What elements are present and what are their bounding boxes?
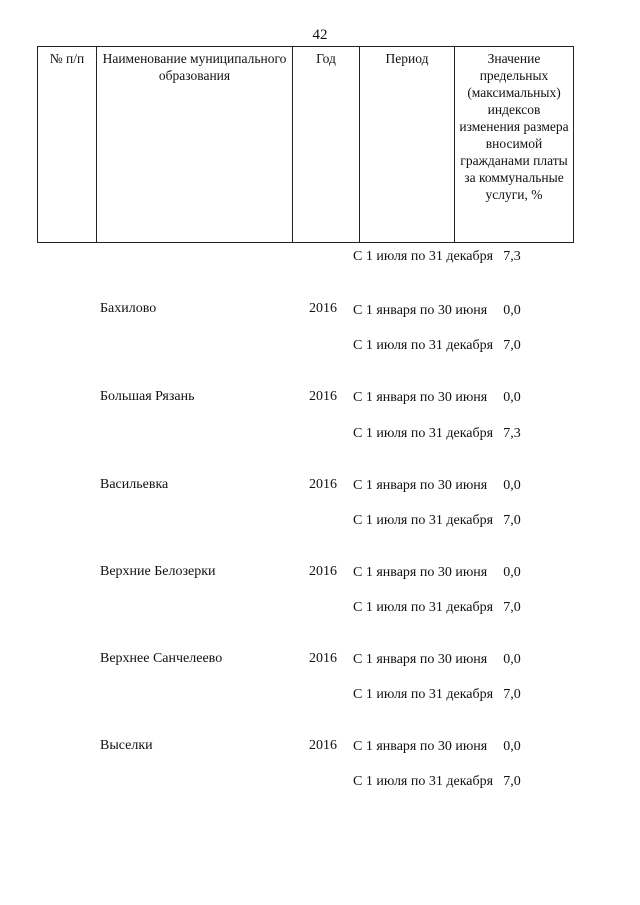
header-municipality: Наименование муниципального образования	[97, 47, 293, 243]
year-cell: 2016	[309, 389, 337, 404]
year-cell: 2016	[309, 301, 337, 316]
municipality-name: Васильевка	[100, 477, 169, 492]
municipality-name: Верхние Белозерки	[100, 564, 216, 579]
year-cell: 2016	[309, 651, 337, 666]
value-cell: 0,0	[503, 739, 521, 754]
period-cell: С 1 января по 30 июня	[353, 478, 488, 493]
period-cell: С 1 января по 30 июня	[353, 303, 488, 318]
period-cell: С 1 июля по 31 декабря	[353, 513, 494, 528]
value-cell: 0,0	[503, 478, 521, 493]
header-year: Год	[293, 47, 360, 243]
period-cell: С 1 июля по 31 декабря	[353, 687, 494, 702]
value-cell: 7,3	[503, 249, 521, 264]
period-cell: С 1 июля по 31 декабря	[353, 338, 494, 353]
value-cell: 7,0	[503, 513, 521, 528]
municipality-name: Верхнее Санчелеево	[100, 651, 223, 666]
period-cell: С 1 июля по 31 декабря	[353, 774, 494, 789]
municipality-name: Большая Рязань	[100, 389, 195, 404]
value-cell: 7,0	[503, 774, 521, 789]
year-cell: 2016	[309, 477, 337, 492]
year-cell: 2016	[309, 564, 337, 579]
value-cell: 7,3	[503, 426, 521, 441]
municipality-name: Бахилово	[100, 301, 157, 316]
period-cell: С 1 января по 30 июня	[353, 652, 488, 667]
value-cell: 0,0	[503, 303, 521, 318]
value-cell: 0,0	[503, 652, 521, 667]
period-cell: С 1 июля по 31 декабря	[353, 600, 494, 615]
period-cell: С 1 июля по 31 декабря	[353, 249, 494, 264]
value-cell: 7,0	[503, 338, 521, 353]
year-cell: 2016	[309, 738, 337, 753]
value-cell: 0,0	[503, 390, 521, 405]
municipality-name: Выселки	[100, 738, 153, 753]
period-cell: С 1 января по 30 июня	[353, 390, 488, 405]
period-cell: С 1 января по 30 июня	[353, 739, 488, 754]
header-period: Период	[360, 47, 455, 243]
value-cell: 0,0	[503, 565, 521, 580]
header-value: Значение предельных (максимальных) индексов изменения размера вносимой гражданами платы за коммунальные услуги, %	[455, 47, 574, 243]
period-cell: С 1 июля по 31 декабря	[353, 426, 494, 441]
value-cell: 7,0	[503, 600, 521, 615]
period-cell: С 1 января по 30 июня	[353, 565, 488, 580]
header-number: № п/п	[38, 47, 97, 243]
value-cell: 7,0	[503, 687, 521, 702]
page-number: 42	[312, 27, 328, 43]
